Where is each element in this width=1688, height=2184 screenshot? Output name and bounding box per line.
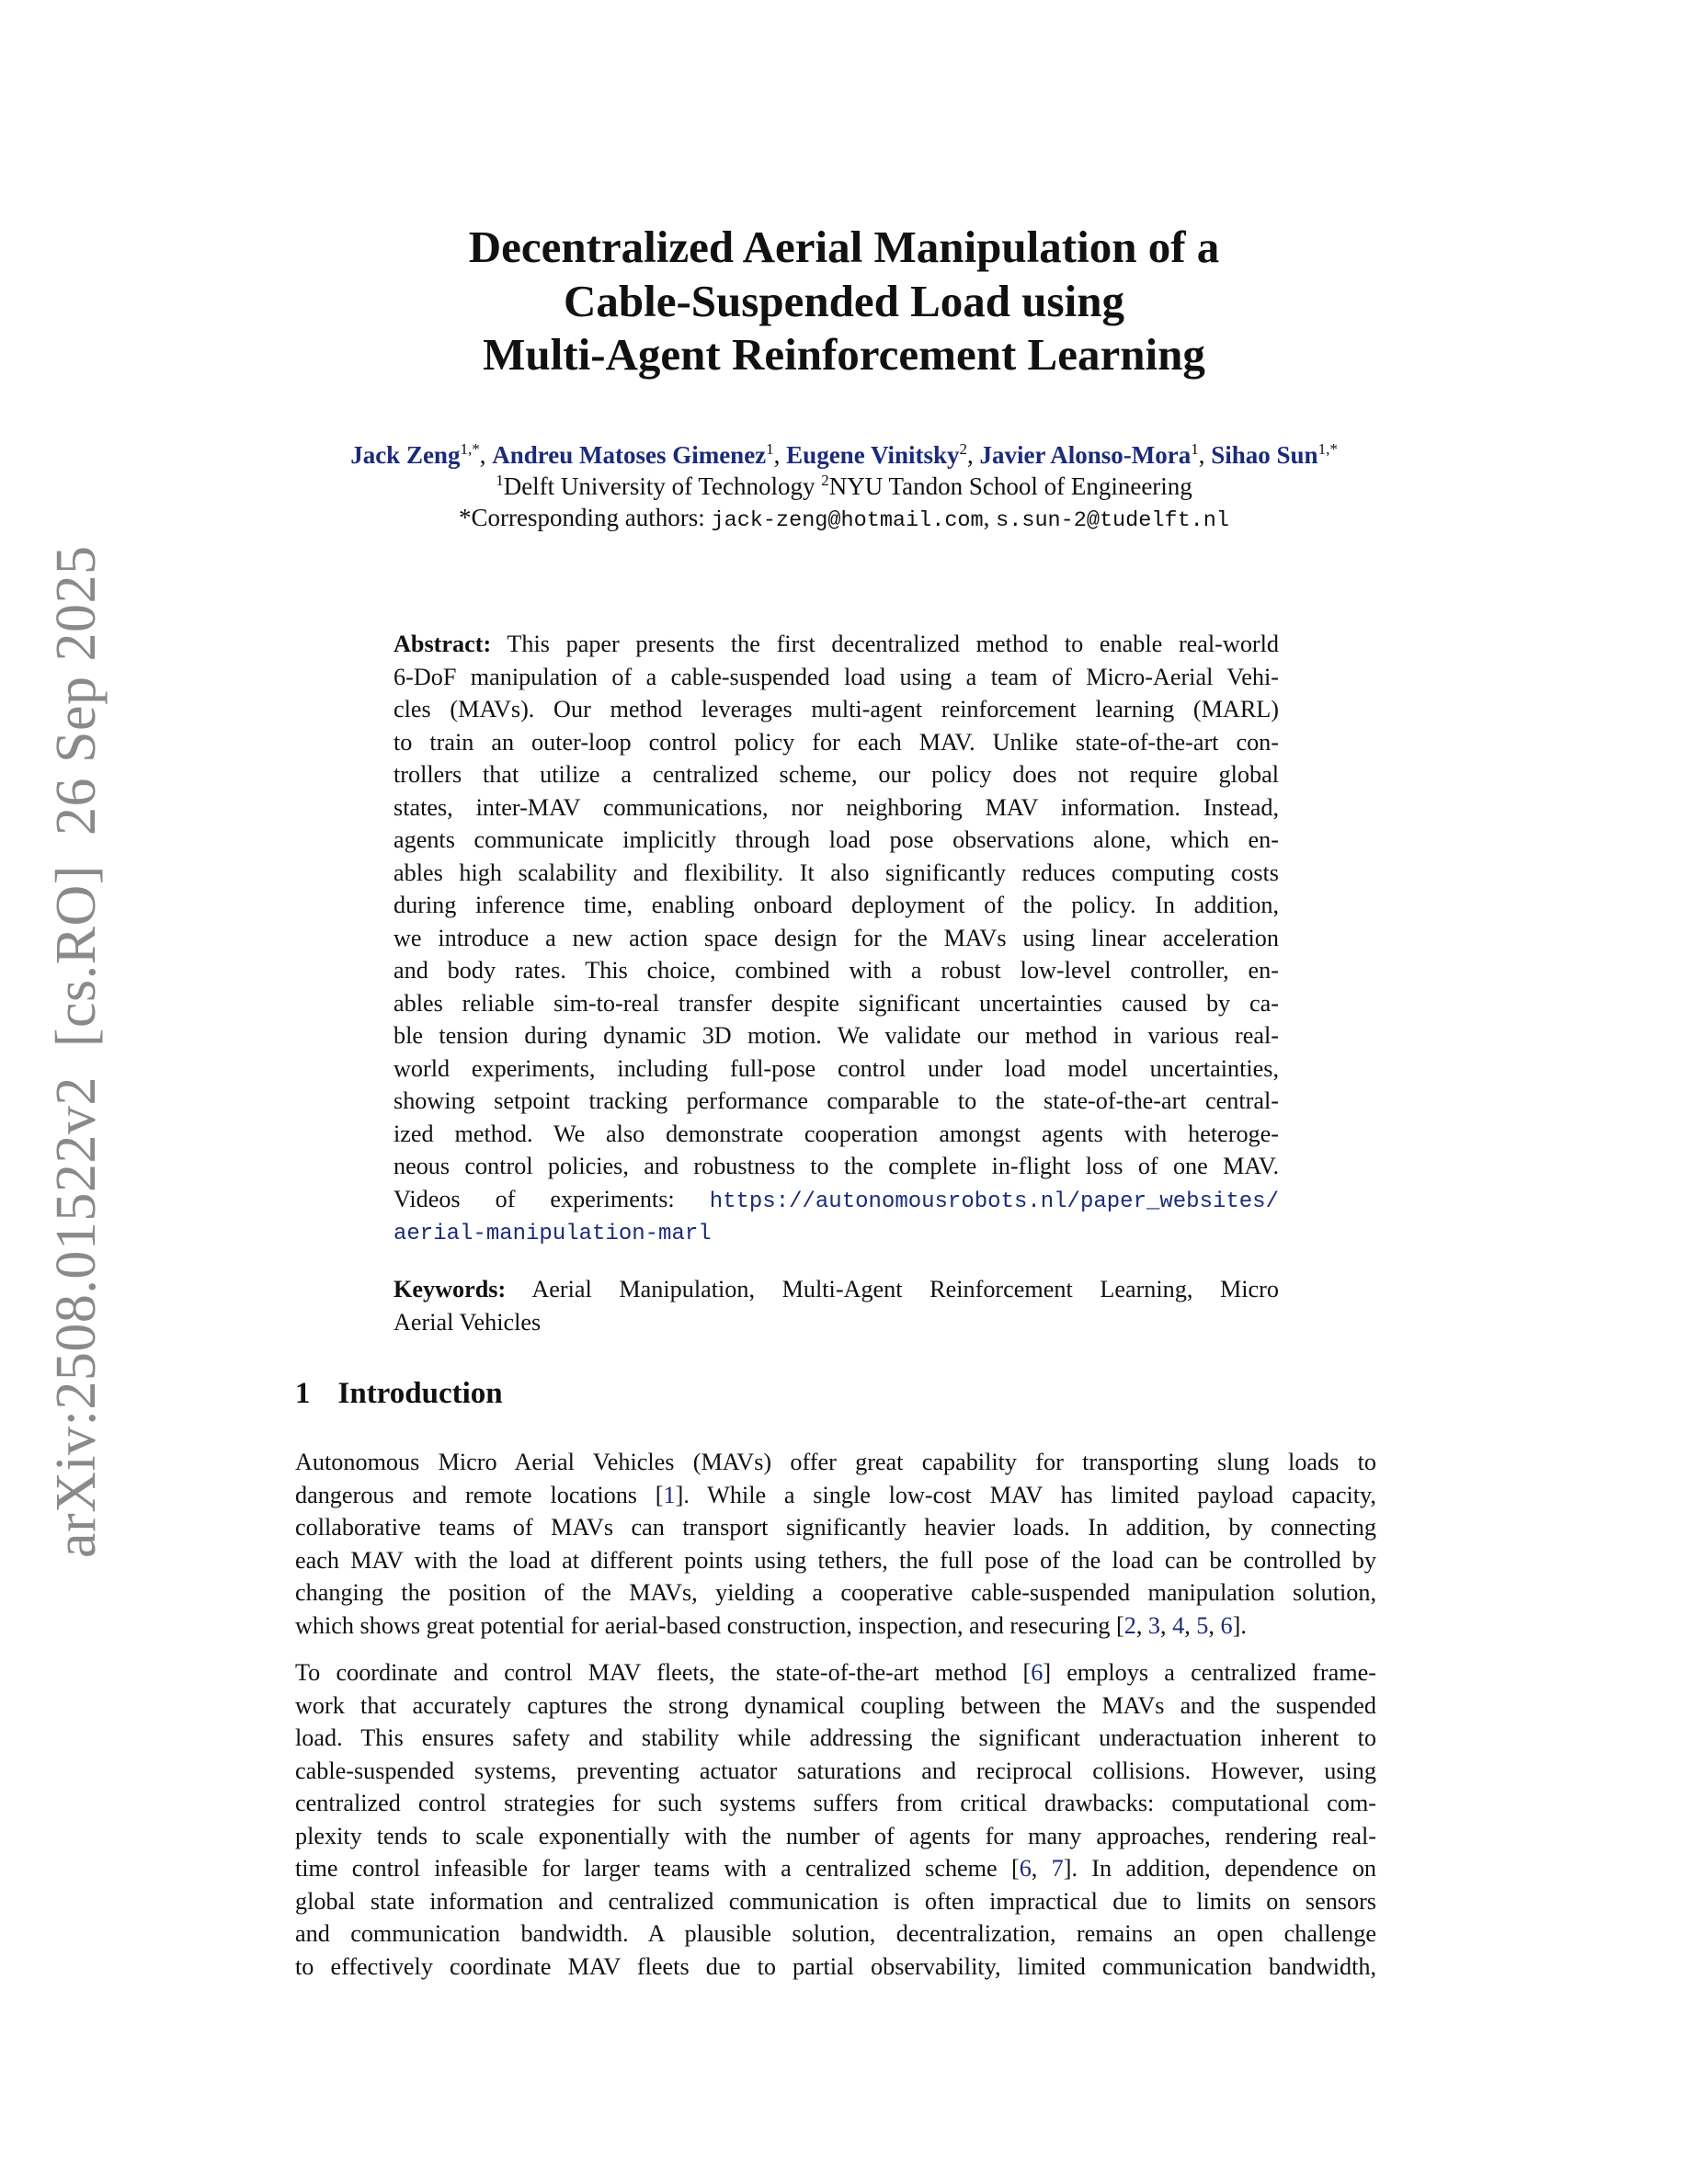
line-text: and communication bandwidth. A plausible solution, decentralization, remains an open challenge	[295, 1920, 1376, 1947]
line-text: global state information and centralized communication is often impractical due to limits on sensors	[295, 1887, 1376, 1915]
separator: ,	[983, 504, 997, 531]
text-line	[393, 1019, 1279, 1052]
text-line	[393, 628, 1279, 661]
author-affiliation: 2	[959, 440, 967, 458]
text-line	[295, 1820, 1376, 1853]
abstract	[393, 628, 1279, 1248]
line-text: centralized control strategies for such systems suffers from critical drawbacks: computational com-	[295, 1790, 1376, 1816]
author-affiliation: 1	[766, 440, 774, 458]
keywords-text: Aerial Manipulation, Multi-Agent Reinforcement Learning, Micro	[506, 1276, 1279, 1302]
author-name[interactable]: Sihao Sun	[1211, 441, 1318, 469]
line-text: load. This ensures safety and stability while addressing the significant underactuation inherent to	[295, 1724, 1376, 1751]
text-line	[393, 1183, 1279, 1216]
text-line: To coordinate and control MAV fleets, the state-of-the-art method [6] employs a centralized frame-	[295, 1659, 1376, 1686]
text-line	[295, 1446, 1376, 1479]
corresponding-authors	[0, 502, 1688, 537]
affiliation: NYU Tandon School of Engineering	[828, 472, 1192, 500]
line-text: during inference time, enabling onboard deployment of the policy. In addition,	[393, 892, 1279, 918]
videos-label: Videos of experiments:	[393, 1185, 710, 1212]
author-affiliation: 1,*	[460, 440, 480, 458]
line-text: to effectively coordinate MAV fleets due to partial observability, limited communication bandwidth,	[295, 1952, 1376, 1980]
keywords	[393, 1273, 1279, 1338]
text-line	[393, 1052, 1279, 1086]
line-text: neous control policies, and robustness to the complete in-flight loss of one MAV.	[393, 1153, 1279, 1179]
author-list: Jack Zeng$^{1,*}$, Andreu Matoses Gimenez$^1$, Eugene Vinitsky$^2$, Javier Alonso-Mora$^1$, Sihao Sun$^{1,*}$	[350, 440, 1338, 469]
author-name[interactable]: Eugene Vinitsky	[786, 441, 960, 469]
author-affiliation: 1	[1191, 440, 1199, 458]
line-text: plexity tends to scale exponentially with the number of agents for many approaches, rendering real-	[295, 1822, 1376, 1849]
video-link[interactable]: https://autonomousrobots.nl/paper_websites/	[709, 1189, 1279, 1214]
text-line	[393, 954, 1279, 987]
line-text: ables high scalability and flexibility. It also significantly reduces computing costs	[393, 859, 1279, 886]
line-text: agents communicate implicitly through load pose observations alone, which en-	[393, 826, 1279, 853]
affiliation-marker: 1	[496, 472, 504, 489]
text-line: time control infeasible for larger teams with a centralized scheme [6, 7]. In addition, dependence on	[295, 1855, 1377, 1882]
line-text: states, inter-MAV communications, nor neighboring MAV information. Instead,	[393, 793, 1279, 821]
title-line: Multi-Agent Reinforcement Learning	[483, 329, 1205, 380]
line-text: we introduce a new action space design for the MAVs using linear acceleration	[393, 924, 1279, 951]
citation-link[interactable]: 1	[663, 1481, 676, 1508]
line-text: changing the position of the MAVs, yielding a cooperative cable-suspended manipulation solution,	[295, 1579, 1376, 1606]
affiliations	[0, 471, 1688, 502]
text-line	[393, 889, 1279, 922]
author-block	[0, 439, 1688, 537]
line-text: work that accurately captures the strong dynamical coupling between the MAVs and the suspended	[295, 1691, 1376, 1719]
corresponding-label: *Corresponding authors:	[459, 504, 712, 531]
line-text: Autonomous Micro Aerial Vehicles (MAVs) offer great capability for transporting slung loads to	[295, 1449, 1376, 1475]
text-line	[393, 758, 1279, 791]
line-text: ables reliable sim-to-real transfer despite significant uncertainties caused by ca-	[393, 989, 1279, 1017]
email[interactable]: s.sun-2@tudelft.nl	[996, 508, 1229, 533]
line-text: trollers that utilize a centralized scheme, our policy does not require global	[393, 761, 1279, 788]
text-line	[295, 1511, 1376, 1544]
citation-link[interactable]: 5	[1196, 1611, 1209, 1639]
text-line	[393, 1215, 1279, 1248]
title-line: Decentralized Aerial Manipulation of a	[468, 222, 1220, 272]
text-line	[295, 1951, 1376, 1984]
text-line	[295, 1755, 1376, 1788]
line-text: This paper presents the first decentralized method to enable real-world	[491, 631, 1279, 657]
citation-link[interactable]: 2	[1123, 1611, 1136, 1639]
video-link[interactable]: aerial-manipulation-marl	[393, 1222, 712, 1246]
section-heading	[295, 1377, 503, 1411]
text-line	[295, 1722, 1376, 1755]
line-text: 6-DoF manipulation of a cable-suspended load using a team of Micro-Aerial Vehi-	[393, 663, 1279, 690]
citation-link[interactable]: 7	[1051, 1855, 1064, 1882]
title-line: Cable-Suspended Load using	[563, 275, 1124, 326]
line-text: collaborative teams of MAVs can transport significantly heavier loads. In addition, by connecting	[295, 1514, 1376, 1541]
author-name[interactable]: Javier Alonso-Mora	[979, 441, 1192, 469]
citation-link[interactable]: 6	[1220, 1611, 1233, 1639]
text-line	[393, 661, 1279, 694]
text-line	[295, 1917, 1376, 1951]
line-text: cable-suspended systems, preventing actuator saturations and reciprocal collisions. However, using	[295, 1757, 1376, 1784]
text-line	[393, 1150, 1279, 1183]
affiliation: Delft University of Technology	[503, 472, 822, 500]
line-text: ized method. We also demonstrate cooperation amongst agents with heteroge-	[393, 1120, 1279, 1147]
citation-link[interactable]: 3	[1147, 1611, 1161, 1639]
text-line	[393, 791, 1279, 825]
text-line	[393, 1085, 1279, 1118]
keywords-label: Keywords:	[393, 1276, 507, 1302]
affiliation-marker: 2	[821, 472, 829, 489]
citation-link[interactable]: 6	[1031, 1659, 1044, 1686]
section-title: Introduction	[337, 1377, 503, 1410]
text-line	[393, 922, 1279, 955]
line-text: ble tension during dynamic 3D motion. We validate our method in various real-	[393, 1022, 1279, 1049]
text-line: which shows great potential for aerial-based construction, inspection, and resecuring [2, 3, 4, 5, 6].	[295, 1611, 1247, 1639]
email[interactable]: jack-zeng@hotmail.com	[711, 508, 984, 533]
text-line	[393, 824, 1279, 857]
line-text: showing setpoint tracking performance comparable to the state-of-the-art central-	[393, 1087, 1279, 1114]
abstract-label: Abstract:	[393, 631, 492, 657]
text-line: dangerous and remote locations [1]. While a single low-cost MAV has limited payload capacity,	[295, 1481, 1376, 1508]
text-line	[393, 987, 1279, 1020]
text-line	[393, 726, 1279, 759]
text-line	[393, 857, 1279, 890]
citation-link[interactable]: 6	[1019, 1855, 1032, 1882]
text-line	[295, 1689, 1376, 1723]
line-text: each MAV with the load at different points using tethers, the full pose of the load can be controlled by	[295, 1546, 1376, 1574]
text-line	[393, 1273, 1279, 1306]
citation-link[interactable]: 4	[1172, 1611, 1185, 1639]
text-line	[295, 1787, 1376, 1820]
line-text: and body rates. This choice, combined with a robust low-level controller, en-	[393, 957, 1279, 984]
section-number: 1	[295, 1377, 311, 1410]
paragraph	[295, 1446, 1376, 1642]
arxiv-identifier: arXiv:2508.01522v2 [cs.RO] 26 Sep 2025	[45, 545, 108, 1558]
text-line	[295, 1576, 1376, 1610]
paragraph	[295, 1656, 1376, 1983]
text-line	[295, 1544, 1376, 1577]
line-text: world experiments, including full-pose control under load model uncertainties,	[393, 1054, 1279, 1082]
text-line	[393, 693, 1279, 726]
line-text: to train an outer-loop control policy for each MAV. Unlike state-of-the-art con-	[393, 728, 1279, 756]
line-text: cles (MAVs). Our method leverages multi-agent reinforcement learning (MARL)	[393, 696, 1279, 722]
author-affiliation: 1,*	[1317, 440, 1338, 458]
text-line	[295, 1885, 1376, 1918]
paper-title	[0, 221, 1688, 382]
author-name[interactable]: Jack Zeng	[350, 441, 461, 469]
text-line	[393, 1118, 1279, 1151]
text-line: Aerial Vehicles	[393, 1308, 542, 1336]
author-name[interactable]: Andreu Matoses Gimenez	[492, 441, 767, 469]
